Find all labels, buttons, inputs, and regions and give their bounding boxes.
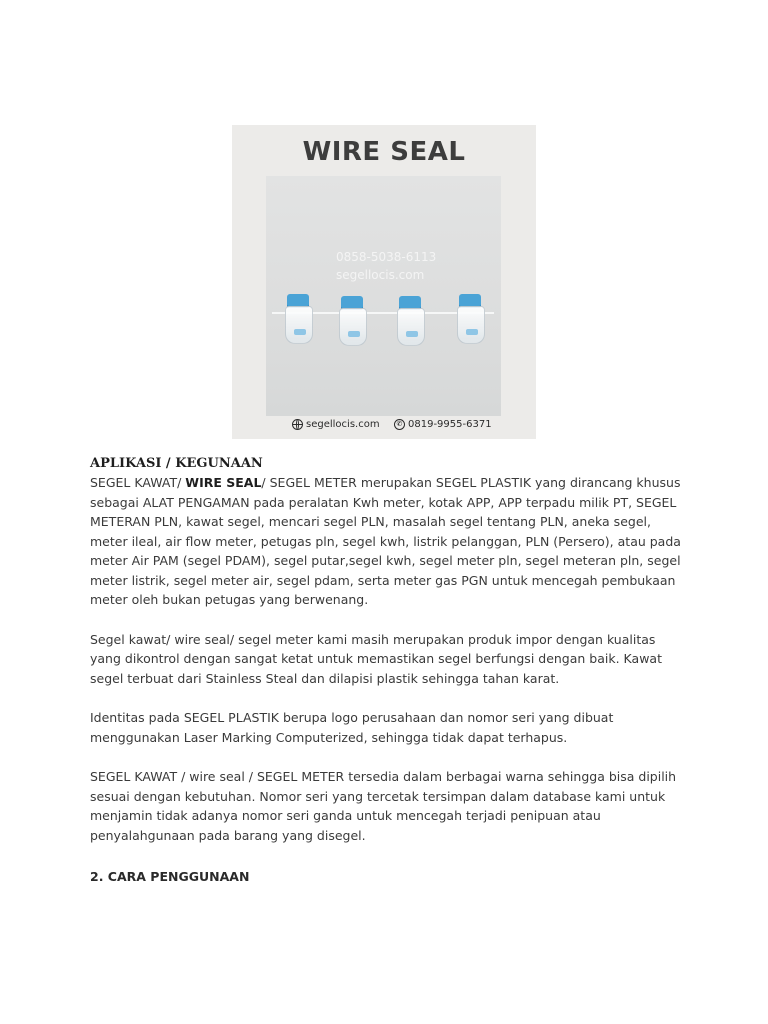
wire-seal-1 — [284, 294, 314, 346]
wire-seal-3 — [396, 296, 426, 348]
p1-prefix: SEGEL KAWAT/ — [90, 475, 186, 490]
footer-site-text: segellocis.com — [306, 419, 380, 430]
paragraph-4: SEGEL KAWAT / wire seal / SEGEL METER tersedia dalam berbagai warna sehingga bisa dipilih sesuai dengan kebutuhan. Nomor seri yang tercetak tersimpan dalam database kami untuk menjamin tidak adanya nomor seri ganda untuk mencegah terjadi penipuan atau penyalahgunaan pada barang yang disegel. — [90, 769, 677, 843]
image-title: WIRE SEAL — [302, 137, 466, 167]
product-photo — [266, 176, 501, 416]
footer-phone — [394, 419, 492, 430]
paragraph-2: Segel kawat/ wire seal/ segel meter kami masih merupakan produk impor dengan kualitas yang dikontrol dengan sangat ketat untuk memastikan segel berfungsi dengan baik. Kawat segel terbuat dari Stainless Steal dan dilapisi plastik sehingga tahan karat. — [90, 631, 662, 686]
p1-bold: WIRE SEAL — [185, 475, 262, 490]
phone-icon: ✆ — [394, 419, 405, 430]
wire-seal-4 — [456, 294, 486, 346]
paragraph-3: Identitas pada SEGEL PLASTIK berupa logo perusahaan dan nomor seri yang dibuat menggunakan Laser Marking Computerized, sehingga tidak dapat terhapus. — [90, 710, 614, 745]
paragraph-1 — [90, 473, 690, 610]
document-body — [90, 454, 690, 886]
image-footer — [232, 419, 536, 437]
section-heading-aplikasi: APLIKASI / KEGUNAAN — [90, 456, 263, 471]
product-image — [232, 125, 536, 439]
footer-phone-text: 0819-9955-6371 — [408, 419, 492, 430]
watermark-site: segellocis.com — [336, 268, 425, 282]
globe-icon — [292, 419, 303, 430]
wire-seal-2 — [338, 296, 368, 348]
watermark-phone: 0858-5038-6113 — [336, 250, 437, 264]
p1-rest: / SEGEL METER merupakan SEGEL PLASTIK yang dirancang khusus sebagai ALAT PENGAMAN pada peralatan Kwh meter, kotak APP, APP terpadu milik PT, SEGEL METERAN PLN, kawat segel, mencari segel PLN, masalah segel tentang PLN, aneka segel, meter ileal, air flow meter, petugas pln, segel kwh, listrik pelanggan, PLN (Persero), atau pada meter Air PAM (segel PDAM), segel putar,segel kwh, segel meter pln, segel meteran pln, segel meter listrik, segel meter air, segel pdam, serta meter gas PGN untuk mencegah pembukaan meter oleh bukan petugas yang berwenang. — [90, 475, 681, 607]
section-heading-cara: 2. CARA PENGGUNAAN — [90, 869, 250, 884]
footer-site — [292, 419, 380, 430]
